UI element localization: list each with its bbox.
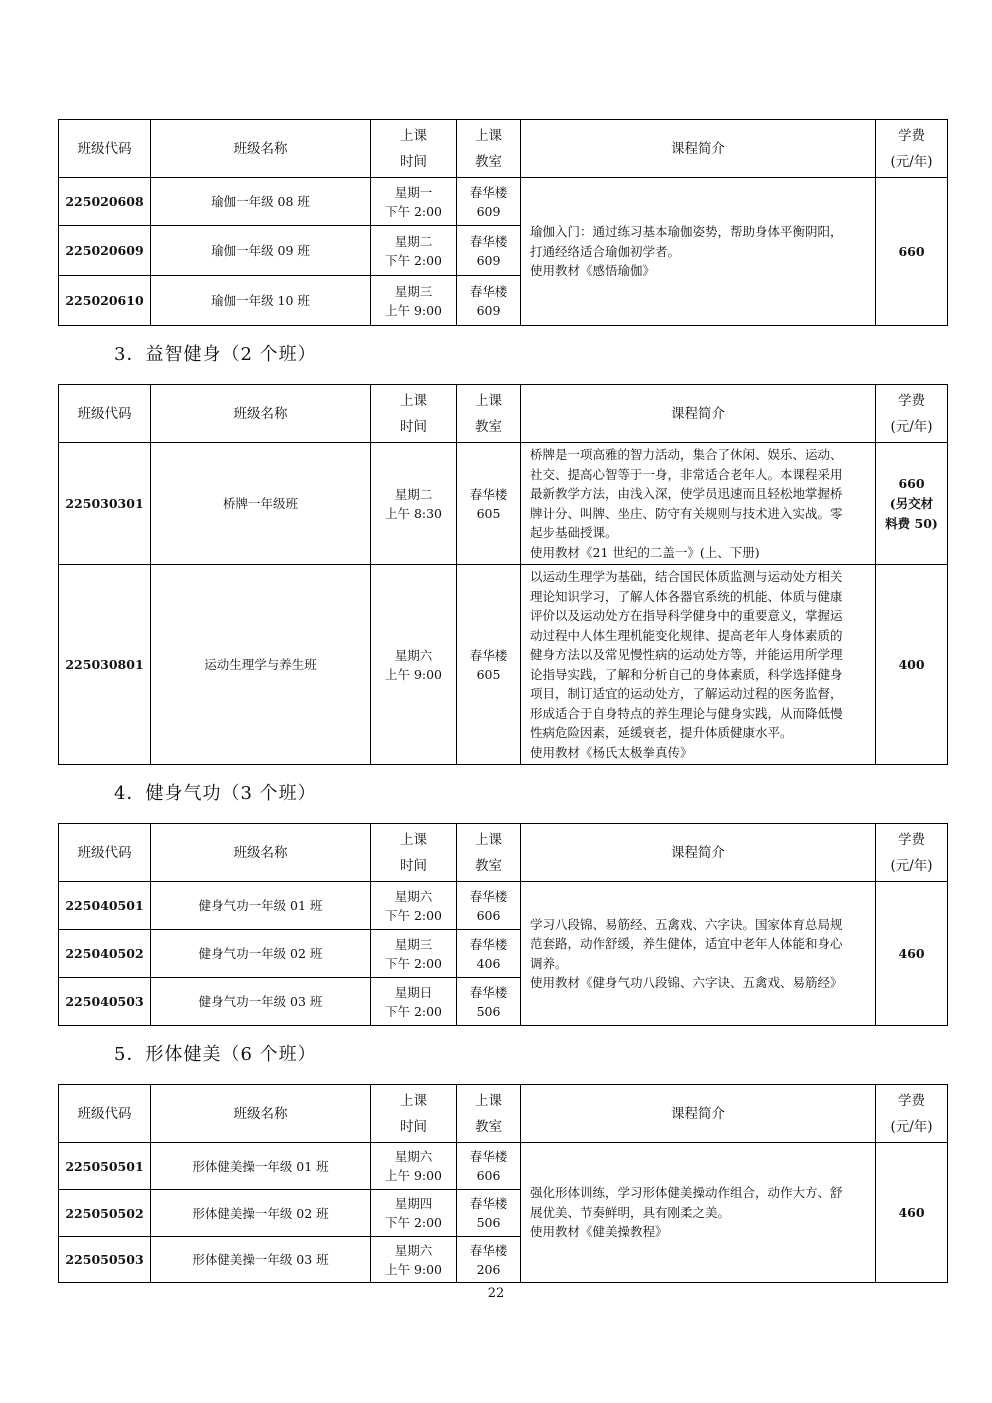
class-time: 星期一 下午 2:00 xyxy=(371,178,457,226)
class-room: 春华楼 606 xyxy=(457,1143,521,1190)
table-row xyxy=(59,443,948,565)
class-room: 春华楼 609 xyxy=(457,226,521,276)
class-name: 形体健美操一年级 03 班 xyxy=(151,1237,371,1283)
header-time: 上课 时间 xyxy=(371,824,457,882)
qigong-table xyxy=(58,823,948,1026)
header-name: 班级名称 xyxy=(151,1085,371,1143)
header-intro: 课程简介 xyxy=(521,824,876,882)
yoga-table xyxy=(58,119,948,326)
class-name: 瑜伽一年级 09 班 xyxy=(151,226,371,276)
table-row xyxy=(59,178,948,226)
class-room: 春华楼 605 xyxy=(457,443,521,565)
class-time: 星期六 上午 9:00 xyxy=(371,1143,457,1190)
course-fee: 400 xyxy=(876,565,948,765)
header-room: 上课 教室 xyxy=(457,824,521,882)
class-name: 运动生理学与养生班 xyxy=(151,565,371,765)
class-code: 225040501 xyxy=(59,882,151,930)
table-header-row xyxy=(59,1085,948,1143)
table-row xyxy=(59,882,948,930)
class-time: 星期三 上午 9:00 xyxy=(371,276,457,326)
class-code: 225050503 xyxy=(59,1237,151,1283)
table-row xyxy=(59,1143,948,1190)
class-room: 春华楼 406 xyxy=(457,930,521,978)
class-code: 225040502 xyxy=(59,930,151,978)
class-room: 春华楼 609 xyxy=(457,178,521,226)
class-time: 星期二 上午 8:30 xyxy=(371,443,457,565)
header-time: 上课 时间 xyxy=(371,385,457,443)
class-time: 星期六 下午 2:00 xyxy=(371,882,457,930)
section-title-qigong: 4．健身气功（3 个班） xyxy=(114,783,317,804)
page-number: 22 xyxy=(487,1286,505,1301)
class-name: 形体健美操一年级 01 班 xyxy=(151,1143,371,1190)
course-description: 以运动生理学为基础，结合国民体质监测与运动处方相关 理论知识学习，了解人体各器官系统的机能、体质与健康 评价以及运动处方在指导科学健身中的重要意义，掌握运 动过程中人体生理机能变化规律、提高老年人身体素质的 健身方法以及常见慢性病的运动处方等，并能运用所学理 论指导实践，了解和分析自己的身体素质，科学选择健身 项目，制订适宜的运动处方，了解运动过程的医务监督， 形成适合于自身特点的养生理论与健身实践，从而降低慢 性病危险因素，延缓衰老，提升体质健康水平。 使用教材《杨氏太极拳真传》 xyxy=(521,565,876,765)
table-row xyxy=(59,565,948,765)
class-room: 春华楼 206 xyxy=(457,1237,521,1283)
course-description: 瑜伽入门：通过练习基本瑜伽姿势，帮助身体平衡阴阳， 打通经络适合瑜伽初学者。 使用教材《感悟瑜伽》 xyxy=(521,178,876,326)
class-time: 星期四 下午 2:00 xyxy=(371,1190,457,1237)
course-fee: 460 xyxy=(876,882,948,1026)
header-code: 班级代码 xyxy=(59,824,151,882)
body-table xyxy=(58,1084,948,1283)
course-description: 强化形体训练，学习形体健美操动作组合，动作大方、舒 展优美、节奏鲜明，具有刚柔之美。 使用教材《健美操教程》 xyxy=(521,1143,876,1283)
header-fee: 学费 (元/年) xyxy=(876,385,948,443)
header-intro: 课程简介 xyxy=(521,385,876,443)
class-time: 星期三 下午 2:00 xyxy=(371,930,457,978)
class-room: 春华楼 506 xyxy=(457,978,521,1026)
header-code: 班级代码 xyxy=(59,1085,151,1143)
class-code: 225050502 xyxy=(59,1190,151,1237)
class-time: 星期六 上午 9:00 xyxy=(371,565,457,765)
header-name: 班级名称 xyxy=(151,824,371,882)
header-intro: 课程简介 xyxy=(521,120,876,178)
header-room: 上课 教室 xyxy=(457,1085,521,1143)
class-code: 225040503 xyxy=(59,978,151,1026)
puzzle-table xyxy=(58,384,948,765)
class-code: 225030301 xyxy=(59,443,151,565)
class-name: 健身气功一年级 03 班 xyxy=(151,978,371,1026)
table-header-row xyxy=(59,120,948,178)
header-room: 上课 教室 xyxy=(457,120,521,178)
section-title-body: 5．形体健美（6 个班） xyxy=(114,1044,317,1065)
class-code: 225030801 xyxy=(59,565,151,765)
class-room: 春华楼 606 xyxy=(457,882,521,930)
class-code: 225050501 xyxy=(59,1143,151,1190)
class-name: 健身气功一年级 01 班 xyxy=(151,882,371,930)
class-name: 瑜伽一年级 08 班 xyxy=(151,178,371,226)
class-room: 春华楼 609 xyxy=(457,276,521,326)
header-fee: 学费 (元/年) xyxy=(876,1085,948,1143)
header-fee: 学费 (元/年) xyxy=(876,120,948,178)
section-title-puzzle: 3．益智健身（2 个班） xyxy=(114,344,317,365)
class-time: 星期六 上午 9:00 xyxy=(371,1237,457,1283)
class-code: 225020609 xyxy=(59,226,151,276)
class-name: 瑜伽一年级 10 班 xyxy=(151,276,371,326)
table-header-row xyxy=(59,385,948,443)
class-code: 225020608 xyxy=(59,178,151,226)
header-intro: 课程简介 xyxy=(521,1085,876,1143)
header-time: 上课 时间 xyxy=(371,1085,457,1143)
class-name: 健身气功一年级 02 班 xyxy=(151,930,371,978)
course-description: 学习八段锦、易筋经、五禽戏、六字诀。国家体育总局规 范套路，动作舒缓，养生健体，适宜中老年人体能和身心 调养。 使用教材《健身气功八段锦、六字诀、五禽戏、易筋经》 xyxy=(521,882,876,1026)
course-fee: 660 xyxy=(876,178,948,326)
header-room: 上课 教室 xyxy=(457,385,521,443)
class-time: 星期日 下午 2:00 xyxy=(371,978,457,1026)
header-name: 班级名称 xyxy=(151,120,371,178)
class-code: 225020610 xyxy=(59,276,151,326)
class-room: 春华楼 605 xyxy=(457,565,521,765)
page-content xyxy=(58,119,947,1283)
header-code: 班级代码 xyxy=(59,385,151,443)
course-description: 桥牌是一项高雅的智力活动，集合了休闲、娱乐、运动、 社交、提高心智等于一身，非常适合老年人。本课程采用 最新教学方法，由浅入深，使学员迅速而且轻松地掌握桥 牌计分、叫牌、坐庄、防守有关规则与技术进入实战。零 起步基础授课。 使用教材《21 世纪的二盖一》(上、下册) xyxy=(521,443,876,565)
class-name: 桥牌一年级班 xyxy=(151,443,371,565)
class-room: 春华楼 506 xyxy=(457,1190,521,1237)
header-fee: 学费 (元/年) xyxy=(876,824,948,882)
header-time: 上课 时间 xyxy=(371,120,457,178)
table-header-row xyxy=(59,824,948,882)
course-fee: 460 xyxy=(876,1143,948,1283)
class-time: 星期二 下午 2:00 xyxy=(371,226,457,276)
header-code: 班级代码 xyxy=(59,120,151,178)
header-name: 班级名称 xyxy=(151,385,371,443)
class-name: 形体健美操一年级 02 班 xyxy=(151,1190,371,1237)
course-fee: 660 (另交材 料费 50) xyxy=(876,443,948,565)
